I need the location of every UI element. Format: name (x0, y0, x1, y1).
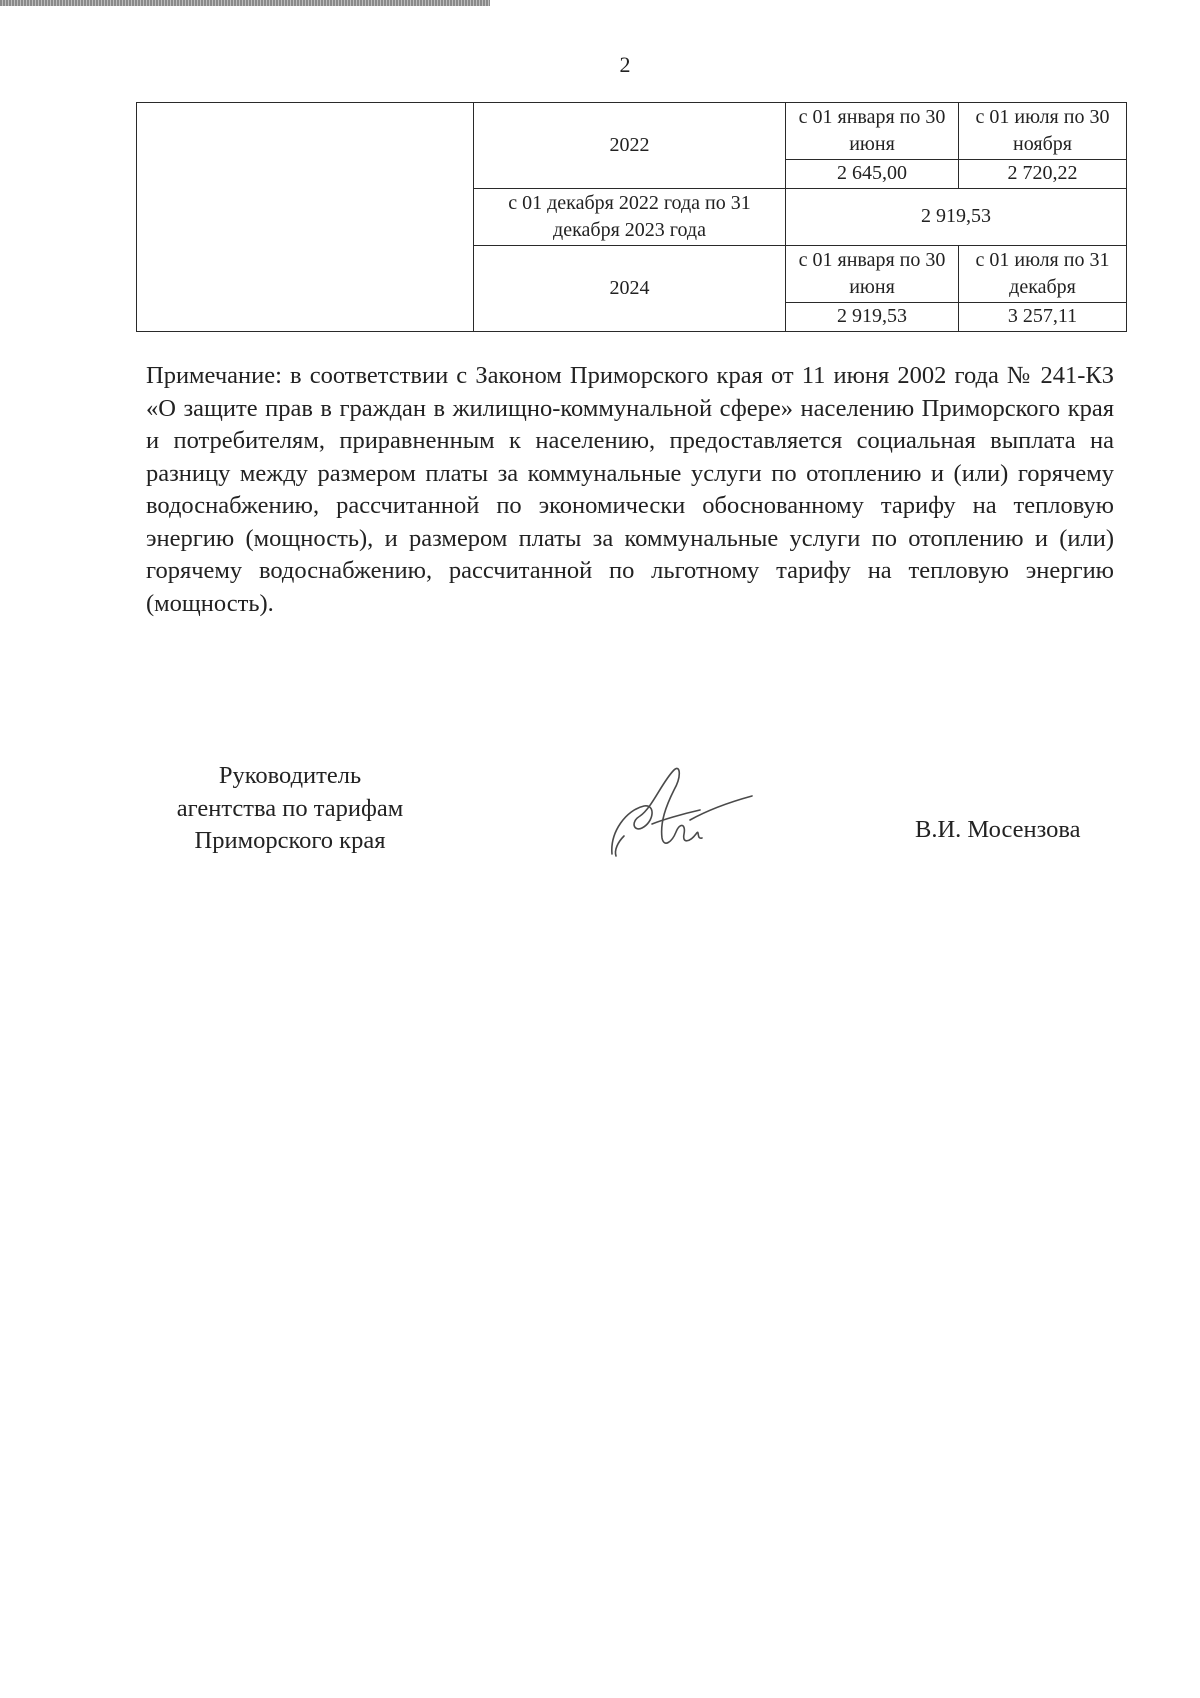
tariff-value-cell: 2 919,53 (786, 302, 959, 331)
table-row (137, 103, 1127, 160)
signer-title (140, 760, 440, 858)
subperiod-label-cell: с 01 июля по 31 декабря (959, 245, 1127, 302)
subperiod-label-cell: с 01 января по 30 июня (786, 245, 959, 302)
tariff-value-cell: 2 645,00 (786, 159, 959, 188)
tariff-table (136, 102, 1127, 332)
tariff-value-cell: 3 257,11 (959, 302, 1127, 331)
scan-edge-artifact (0, 0, 490, 6)
handwritten-signature (604, 762, 754, 862)
tariff-value-cell: 2 919,53 (786, 188, 1127, 245)
period-cell: 2024 (474, 245, 786, 331)
signer-name: В.И. Мосензова (915, 816, 1081, 843)
signer-title-line: Приморского края (194, 827, 386, 854)
subperiod-label-cell: с 01 июля по 30 ноября (959, 103, 1127, 160)
page-number: 2 (619, 52, 631, 77)
period-cell: 2022 (474, 103, 786, 189)
subperiod-label-cell: с 01 января по 30 июня (786, 103, 959, 160)
note-paragraph: Примечание: в соответствии с Законом Приморского края от 11 июня 2002 года № 241-КЗ «О защите прав в граждан в жилищно-коммунальной сфере» населению Приморского края и потребителям, приравненным к населению, предоставляется социальная выплата на разницу между размером платы за коммунальные услуги по отоплению и (или) горячему водоснабжению, рассчитанной по экономически обоснованному тарифу на тепловую энергию (мощность), и размером платы за коммунальные услуги по отоплению и (или) горячему водоснабжению, рассчитанной по льготному тарифу на тепловую энергию (мощность). (146, 362, 1114, 617)
signer-title-line: агентства по тарифам (176, 794, 404, 822)
tariff-value-cell: 2 720,22 (959, 159, 1127, 188)
empty-merged-cell (137, 103, 474, 332)
signer-title-line: Руководитель (218, 762, 362, 789)
period-cell: с 01 декабря 2022 года по 31 декабря 2023 года (474, 188, 786, 245)
